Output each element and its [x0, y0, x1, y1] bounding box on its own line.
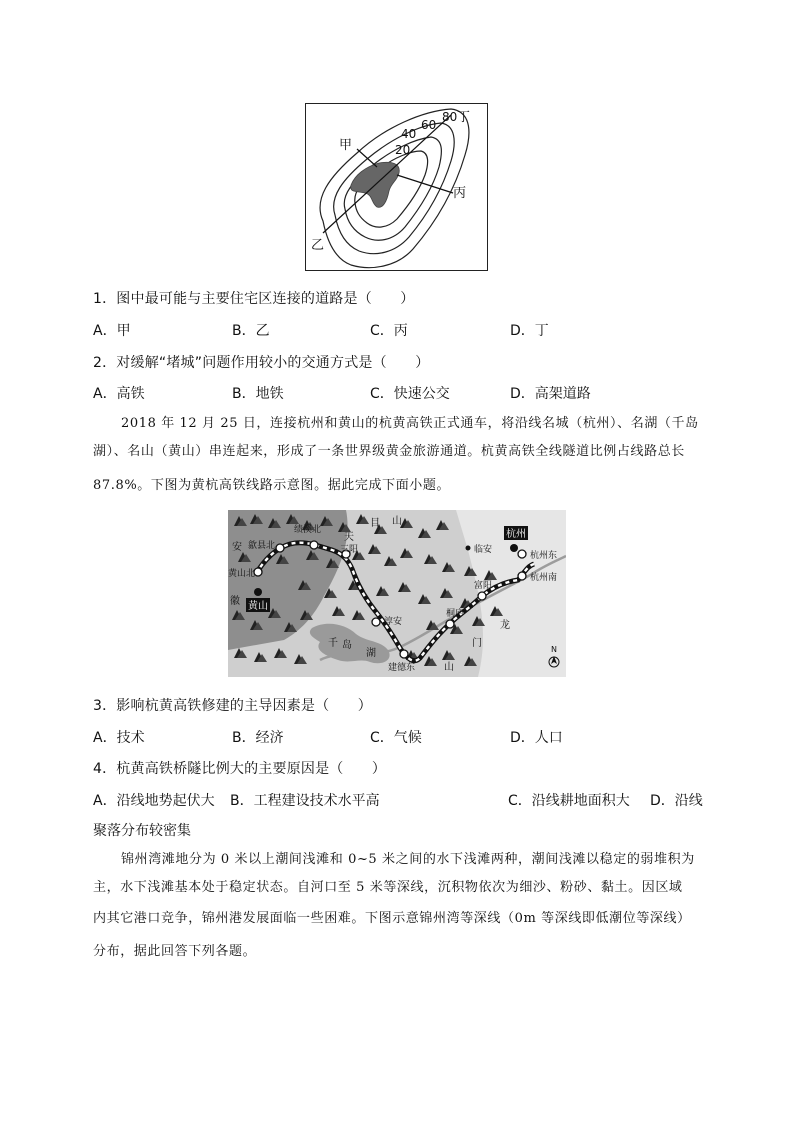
char-qian: 千: [328, 638, 338, 649]
contour-label-20: 20: [395, 143, 411, 157]
question-1-stem: 1．图中最可能与主要住宅区连接的道路是（ ）: [93, 291, 415, 307]
label-hangzhou-city: 杭州: [506, 529, 526, 540]
q1-option-b[interactable]: B．乙: [232, 323, 270, 339]
q2-option-d[interactable]: D．高架道路: [510, 386, 591, 402]
q1-option-c[interactable]: C．丙: [370, 323, 408, 339]
char-tian: 天: [344, 532, 354, 543]
label-jiandedong: 建德东: [388, 663, 416, 673]
q1-option-d[interactable]: D．丁: [510, 323, 549, 339]
huangshan-city-marker: [254, 588, 262, 596]
char-shan-2: 山: [444, 662, 454, 673]
char-hui: 徽: [230, 596, 240, 607]
question-3-stem: 3．影响杭黄高铁修建的主导因素是（ ）: [93, 698, 372, 714]
q2-option-a[interactable]: A．高铁: [93, 386, 145, 402]
label-shexianbei: 歙县北: [248, 541, 276, 551]
label-linan: 临安: [474, 545, 493, 555]
station-hangzhoudong-marker: [518, 550, 526, 558]
station-chunan-marker: [372, 618, 380, 626]
label-tonglu: 桐庐: [446, 609, 465, 619]
contour-label-40: 40: [401, 127, 417, 141]
passage-2-line-3: 内其它港口竞争，锦州港发展面临一些困难。下图示意锦州湾等深线（0m 等深线即低潮位等深线）: [93, 911, 691, 926]
label-sanyang: 三阳: [340, 545, 359, 555]
char-shan-1: 山: [392, 516, 402, 527]
passage-2-line-2: 主，水下浅滩基本处于稳定状态。自河口至 5 米等深线，沉积物依次为细沙、粉砂、黏土。因区域: [93, 880, 683, 895]
linan-marker: [466, 546, 471, 551]
station-hangzhounan-marker: [518, 572, 526, 580]
char-dao: 岛: [342, 640, 352, 651]
rail-route-map: [228, 510, 566, 677]
char-men: 门: [472, 638, 482, 649]
char-mu: 目: [370, 518, 380, 529]
question-2-stem: 2．对缓解“堵城”问题作用较小的交通方式是（ ）: [93, 355, 430, 371]
char-long: 龙: [500, 620, 510, 631]
label-huangshan-city: 黄山: [248, 601, 268, 612]
label-hangzhoudong: 杭州东: [530, 551, 558, 561]
q4-option-b[interactable]: B．工程建设技术水平高: [230, 793, 380, 809]
q1-option-a[interactable]: A．甲: [93, 323, 131, 339]
contour-map: [305, 103, 488, 271]
label-hangzhounan: 杭州南: [530, 573, 558, 583]
question-4-stem: 4．杭黄高铁桥隧比例大的主要原因是（ ）: [93, 761, 387, 777]
station-jixibei-marker: [310, 541, 318, 549]
label-jixibei: 绩溪北: [294, 525, 322, 535]
q3-option-d[interactable]: D．人口: [510, 730, 563, 746]
char-an: 安: [232, 542, 242, 553]
label-ding: 丁: [457, 110, 471, 125]
station-fuyang-marker: [478, 592, 486, 600]
q2-option-b[interactable]: B．地铁: [232, 386, 284, 402]
q3-option-b[interactable]: B．经济: [232, 730, 284, 746]
contour-label-60: 60: [421, 118, 437, 132]
label-bing: 丙: [453, 186, 467, 201]
q4-option-a[interactable]: A．沿线地势起伏大: [93, 793, 215, 809]
label-fuyang: 富阳: [474, 581, 493, 591]
label-chunan: 淳安: [384, 617, 403, 627]
svg-text:N: N: [551, 645, 557, 654]
passage-2-line-1: 锦州湾滩地分为 0 米以上潮间浅滩和 0~5 米之间的水下浅滩两种，潮间浅滩以稳定的弱堆积为: [121, 852, 695, 867]
contour-label-80: 80: [442, 110, 458, 124]
char-hu: 湖: [366, 648, 376, 659]
passage-1-line-2: 湖）、名山（黄山）串连起来，形成了一条世界级黄金旅游通道。杭黄高铁全线隧道比例占线路总长: [93, 444, 685, 459]
hangzhou-city-marker: [510, 544, 518, 552]
q4-option-c[interactable]: C．沿线耕地面积大: [508, 793, 630, 809]
label-yi: 乙: [311, 238, 325, 253]
station-huangshanbei-marker: [254, 568, 262, 576]
passage-1-line-1: 2018 年 12 月 25 日，连接杭州和黄山的杭黄高铁正式通车，将沿线名城（杭州）、名湖（千岛: [121, 416, 699, 431]
label-jia: 甲: [339, 138, 353, 153]
q4-option-d-continued: 聚落分布较密集: [93, 823, 191, 839]
q4-option-d[interactable]: D．沿线: [650, 793, 703, 809]
station-shexianbei-marker: [276, 544, 284, 552]
passage-1-line-3: 87.8%。下图为黄杭高铁线路示意图。据此完成下面小题。: [93, 478, 451, 493]
station-tonglu-marker: [446, 620, 454, 628]
label-huangshanbei: 黄山北: [228, 569, 256, 579]
passage-2-line-4: 分布，据此回答下列各题。: [93, 944, 257, 959]
q3-option-c[interactable]: C．气候: [370, 730, 422, 746]
q2-option-c[interactable]: C．快速公交: [370, 386, 450, 402]
q3-option-a[interactable]: A．技术: [93, 730, 145, 746]
station-jiandedong-marker: [400, 650, 408, 658]
